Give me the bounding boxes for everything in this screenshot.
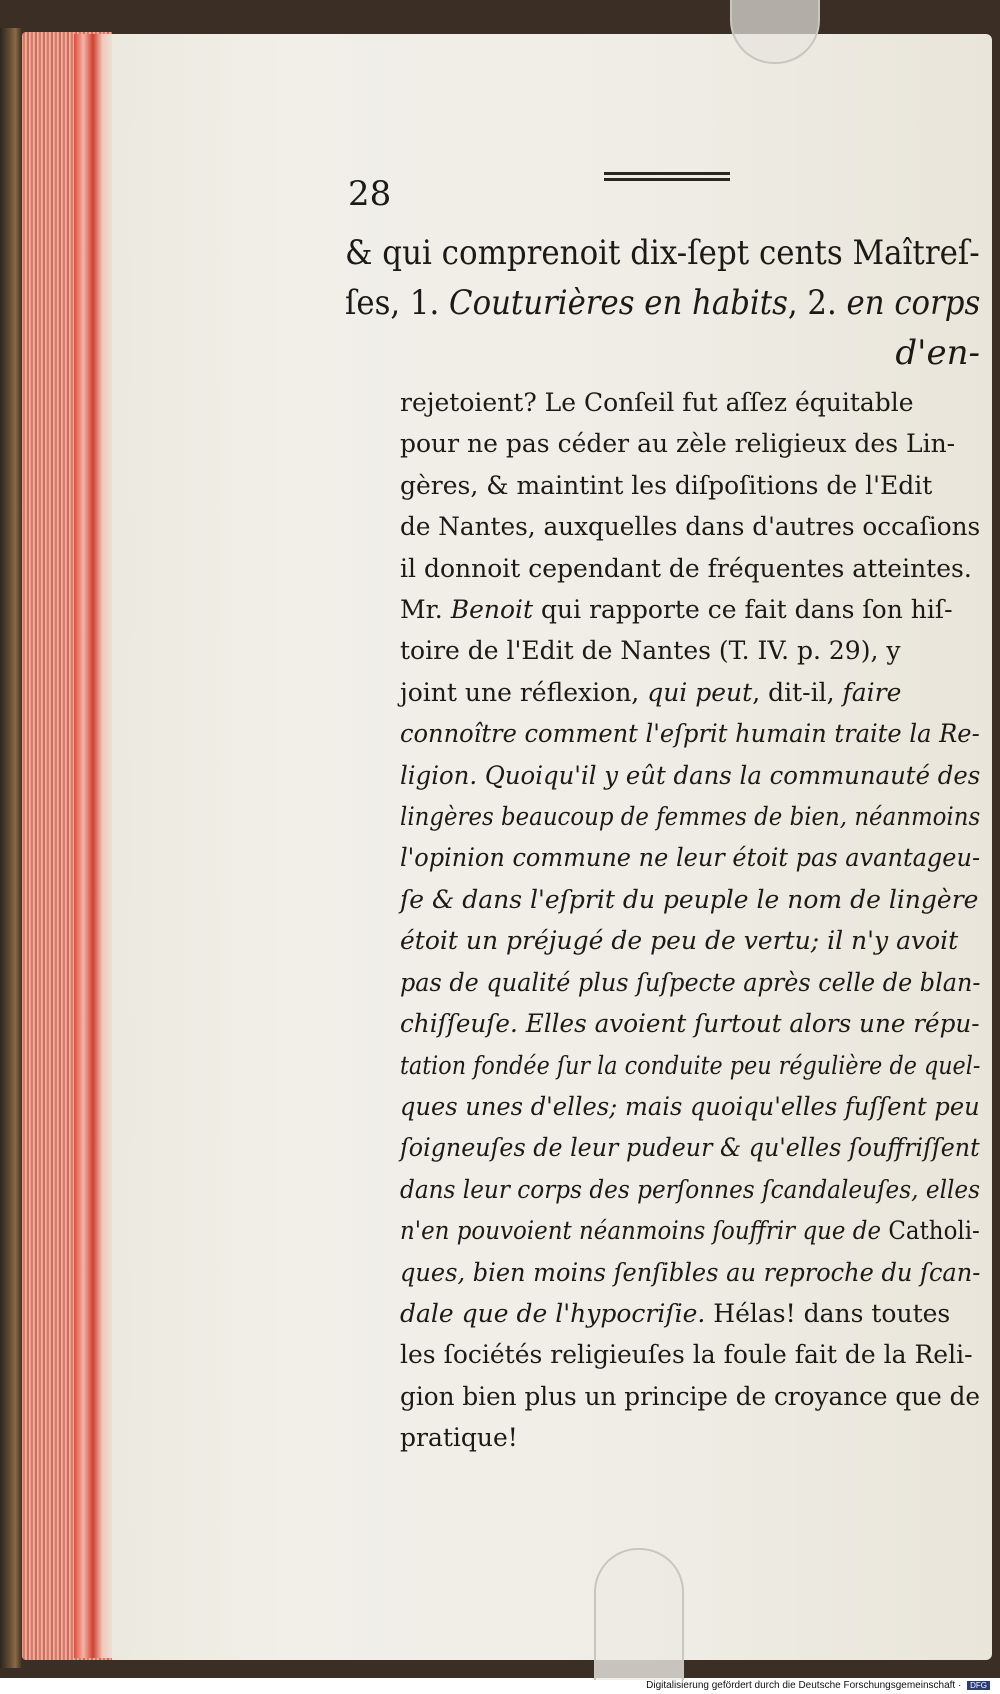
body-line <box>400 382 980 423</box>
text-segment: chiſſeuſe. Elles avoient ſurtout alors une répu- <box>400 1009 980 1039</box>
text-segment: ques unes d'elles; mais quoiqu'elles fuſſent peu <box>400 1091 980 1121</box>
body-line <box>400 589 980 630</box>
body-line <box>400 713 980 754</box>
text-segment: faire <box>842 677 902 707</box>
text-segment: ligion. Quoiqu'il y eût dans la communauté des <box>400 760 981 790</box>
text-segment: il donnoit cependant de fréquentes atteintes. <box>400 553 972 583</box>
footnote-line <box>345 328 980 378</box>
body-line <box>400 1334 980 1375</box>
red-page-edge <box>74 34 112 1658</box>
book-cover-edge <box>0 28 22 1668</box>
body-line <box>400 672 980 713</box>
body-line <box>400 423 980 464</box>
body-line <box>400 796 981 837</box>
text-segment: qui rapporte ce fait dans ſon hiſ- <box>533 595 953 625</box>
text-segment: dale que de l'hypocriſie. <box>400 1298 706 1328</box>
body-line <box>400 465 980 506</box>
body-line <box>400 879 980 920</box>
body-line <box>400 1127 980 1168</box>
body-line <box>400 1376 981 1417</box>
body-line <box>400 548 980 589</box>
digitization-credit <box>646 1680 990 1691</box>
body-line <box>400 920 980 961</box>
text-segment: Couturières en habits <box>449 283 788 323</box>
text-segment: de Nantes, auxquelles dans d'autres occaſions <box>400 512 981 542</box>
text-segment: ques, bien moins ſenſibles au reproche du ſcan- <box>400 1257 981 1287</box>
body-line <box>400 506 981 547</box>
text-segment: gion bien plus un principe de croyance que de <box>400 1381 981 1411</box>
text-segment: d'en- <box>895 333 980 373</box>
footnote-block <box>345 228 980 378</box>
text-segment: tation fondée ſur la conduite peu régulière de quel- <box>400 1050 981 1080</box>
body-line <box>400 1210 980 1251</box>
credit-text: Digitalisierung gefördert durch die Deutsche Forschungsgemeinschaft · <box>646 1680 962 1691</box>
text-segment: étoit un préjugé de peu de vertu; il n'y avoit <box>400 926 959 956</box>
page-number: 28 <box>348 174 392 214</box>
text-segment: , 2. <box>787 283 847 323</box>
text-segment: Benoit <box>450 595 534 625</box>
text-segment: Catholi- <box>888 1216 980 1246</box>
body-line <box>400 1169 981 1210</box>
text-segment: rejetoient? Le Conſeil fut aſſez équitable <box>400 388 914 417</box>
text-segment: lingères beaucoup de femmes de bien, néanmoins <box>400 802 981 832</box>
body-line <box>400 1252 981 1293</box>
body-line <box>400 755 981 796</box>
text-segment: connoître comment l'eſprit humain traite la Re- <box>400 719 980 749</box>
text-segment: en corps <box>846 283 981 323</box>
body-line <box>400 630 980 671</box>
footnote-line <box>345 278 981 328</box>
body-line <box>400 962 981 1003</box>
body-line <box>400 1417 980 1458</box>
text-segment: dans leur corps des perſonnes ſcandaleuſes, elles <box>400 1174 981 1204</box>
text-segment: pas de qualité plus ſuſpecte après celle de blan- <box>400 967 981 997</box>
text-segment: , dit-il, <box>752 677 843 707</box>
text-segment: joint une réflexion, <box>400 677 648 707</box>
header-rule <box>604 172 730 186</box>
text-segment: ſoigneuſes de leur pudeur & qu'elles ſouffriſſent <box>400 1133 980 1163</box>
text-segment: Mr. <box>400 595 451 625</box>
text-segment: & qui comprenoit dix-ſept cents Maîtreſ- <box>345 233 980 273</box>
body-line <box>400 1003 980 1044</box>
text-segment: les ſociétés religieuſes la foule fait de la Reli- <box>400 1340 973 1370</box>
body-line <box>400 1045 981 1086</box>
text-segment: Hélas! dans toutes <box>705 1298 951 1328</box>
body-text <box>400 382 980 1459</box>
text-segment: n'en pouvoient néanmoins ſouffrir que de <box>400 1216 889 1246</box>
body-line <box>400 1086 980 1127</box>
page-clip-bottom <box>594 1548 684 1680</box>
text-segment: pour ne pas céder au zèle religieux des Lin- <box>400 429 956 459</box>
text-segment: toire de l'Edit de Nantes (T. IV. p. 29), y <box>400 636 901 666</box>
body-line <box>400 1293 980 1334</box>
text-segment: ſe & dans l'eſprit du peuple le nom de lingère <box>400 884 979 914</box>
dfg-logo: DFG <box>967 1681 990 1690</box>
body-line <box>400 837 981 878</box>
text-segment: pratique! <box>400 1423 518 1453</box>
text-segment: qui peut <box>647 677 753 707</box>
footnote-line <box>345 228 980 278</box>
text-segment: gères, & maintint les diſpoſitions de l'Edit <box>400 470 933 500</box>
text-segment: ſes, 1. <box>345 283 450 323</box>
text-segment: l'opinion commune ne leur étoit pas avantageu- <box>400 843 981 873</box>
